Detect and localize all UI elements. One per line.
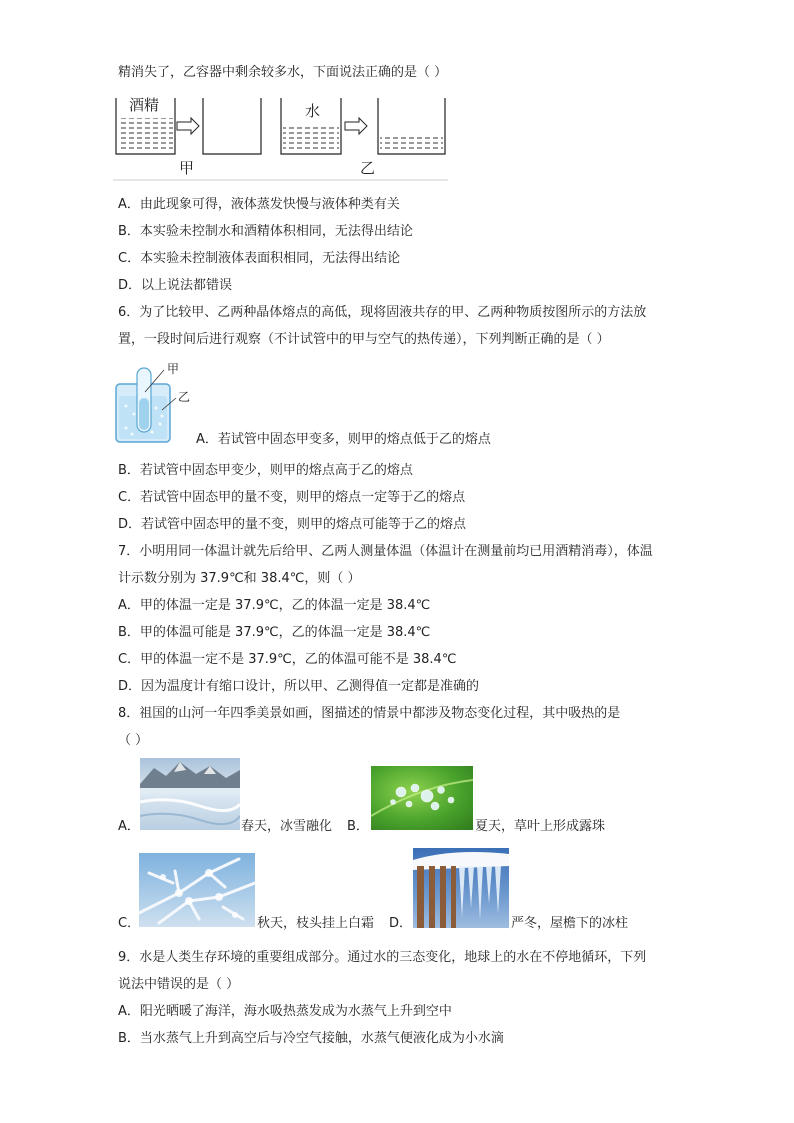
q8-option-b-text: 夏天，草叶上形成露珠 [475,819,606,834]
dew-leaf-image [371,766,473,830]
q6-option-b: B．若试管中固态甲变少，则甲的熔点高于乙的熔点 [118,463,413,478]
yi-label: 乙 [360,159,376,177]
q9-option-a: A．阳光晒暖了海洋，海水吸热蒸发成为水蒸气上升到空中 [118,1004,452,1019]
jia-label: 甲 [179,159,195,177]
q5-option-c: C．本实验未控制液体表面积相同，无法得出结论 [118,251,401,266]
q8-option-d-text: 严冬，屋檐下的冰柱 [511,916,629,931]
q5-stem: 精消失了，乙容器中剩余较多水，下面说法正确的是（ ） [118,65,448,80]
q5-option-b: B．本实验未控制水和酒精体积相同，无法得出结论 [118,224,413,239]
q7-stem-line1: 7．小明用同一体温计就先后给甲、乙两人测量体温（体温计在测量前均已用酒精消毒），体温 [118,544,653,559]
q7-option-c: C．甲的体温一定不是 37.9℃，乙的体温可能不是 38.4℃ [118,652,457,667]
q8-option-a-text: 春天，冰雪融化 [241,819,333,834]
q8-option-d-letter: D． [389,916,413,931]
q8-stem-line2: （ ） [118,733,149,748]
q7-option-b: B．甲的体温可能是 37.9℃，乙的体温一定是 38.4℃ [118,625,431,640]
water-label: 水 [305,102,321,120]
snow-melting-image [140,758,240,830]
q6-stem-line2: 置，一段时间后进行观察（不计试管中的甲与空气的热传递），下列判断正确的是（ ） [118,332,610,347]
frost-branches-image [139,853,255,927]
q8-option-a-letter: A． [118,819,140,834]
q6-option-d: D．若试管中固态甲的量不变，则甲的熔点可能等于乙的熔点 [118,517,467,532]
q6-figure [112,362,196,446]
q5-option-a: A．由此现象可得，液体蒸发快慢与液体种类有关 [118,197,400,212]
q8-option-c-letter: C． [118,916,141,931]
q5-option-d: D．以上说法都错误 [118,278,233,293]
q9-option-b: B．当水蒸气上升到高空后与冷空气接触，水蒸气便液化成为小水滴 [118,1031,504,1046]
q6-option-a: A．若试管中固态甲变多，则甲的熔点低于乙的熔点 [196,432,491,447]
icicles-image [413,848,509,928]
q7-stem-line2: 计示数分别为 37.9℃和 38.4℃，则（ ） [118,571,361,586]
q7-option-a: A．甲的体温一定是 37.9℃，乙的体温一定是 38.4℃ [118,598,431,613]
q5-figure [113,96,448,182]
q8-option-c-text: 秋天，枝头挂上白霜 [257,916,375,931]
q6-option-c: C．若试管中固态甲的量不变，则甲的熔点一定等于乙的熔点 [118,490,466,505]
q6-stem-line1: 6．为了比较甲、乙两种晶体熔点的高低，现将固液共存的甲、乙两种物质按图所示的方法放 [118,305,647,320]
q6-yi-label: 乙 [178,390,191,404]
q9-stem-line2: 说法中错误的是（ ） [118,977,240,992]
alcohol-label: 酒精 [129,96,160,114]
q6-jia-label: 甲 [167,362,180,376]
evaporation-diagram [113,96,448,182]
q8-stem-line1: 8．祖国的山河一年四季美景如画，图描述的情景中都涉及物态变化过程，其中吸热的是 [118,706,621,721]
q9-stem-line1: 9．水是人类生存环境的重要组成部分。通过水的三态变化，地球上的水在不停地循环，下列 [118,950,647,965]
q7-option-d: D．因为温度计有缩口设计，所以甲、乙测得值一定都是准确的 [118,679,480,694]
q8-option-b-letter: B． [347,819,369,834]
